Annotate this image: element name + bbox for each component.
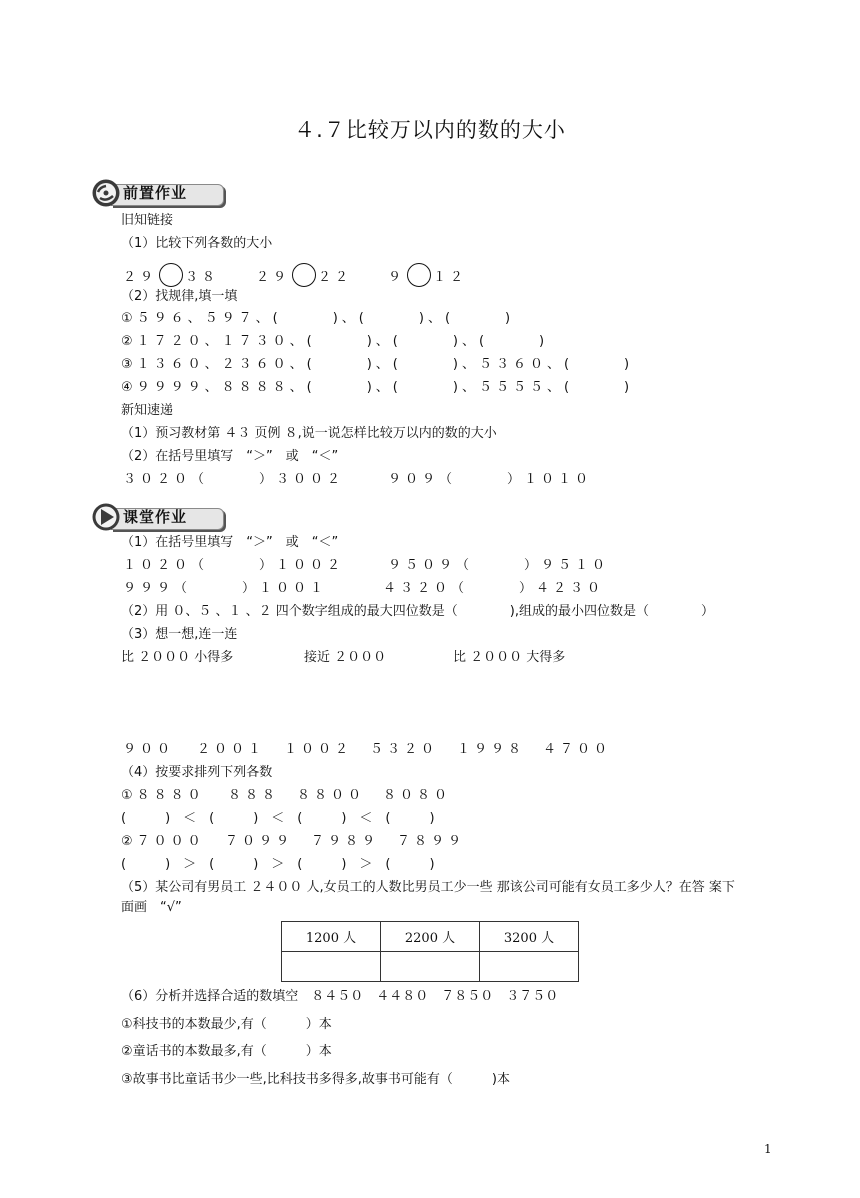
c6-item: ①科技书的本数最少,有（ ）本	[121, 1017, 332, 1032]
compare-circle[interactable]	[407, 263, 431, 287]
c5-text: （5）某公司有男员工 ２４００ 人,女员工的人数比男员工少一些 那该公司可能有女员工多少人？在答 案下	[121, 880, 735, 895]
page-number: 1	[764, 1142, 772, 1156]
page-title: ４.７比较万以内的数的大小	[294, 118, 566, 142]
q1-compare-3: ９ １２	[388, 263, 467, 287]
c3-target[interactable]: 比 ２０００ 小得多	[121, 650, 234, 665]
c4-number: ８８８	[228, 788, 280, 803]
q1-compare-1: ２９ ３８	[123, 263, 219, 287]
cd-disc-icon	[91, 178, 121, 208]
new-heading: 新知速递	[121, 403, 174, 418]
c6-item: ②童话书的本数最多,有（ ）本	[121, 1044, 332, 1059]
c4-number: ７８９９	[397, 834, 466, 849]
answer-mark-cell[interactable]	[282, 952, 381, 982]
q1-compare-2: ２９ ２２	[256, 263, 352, 287]
q2-label: （2）找规律,填一填	[121, 289, 238, 304]
c3-text: （3）想一想,连一连	[121, 627, 238, 642]
q2-line-3: ③１３６０、２３６０、( )、( )、５３６０、( )	[121, 357, 634, 372]
c3-target[interactable]: 比 ２０００ 大得多	[453, 650, 566, 665]
c4-number: ７０９９	[225, 834, 294, 849]
c3-number[interactable]: １００２	[284, 742, 353, 757]
c2-text: （2）用 ０、５ 、１ 、２ 四个数字组成的最大四位数是（ ),组成的最小四位数是（ ）	[121, 604, 715, 619]
c4-number: ①８８８０	[121, 788, 205, 803]
answer-option: 1200 人	[282, 922, 381, 952]
compare-circle[interactable]	[292, 263, 316, 287]
c4-text: （4）按要求排列下列各数	[121, 765, 273, 780]
compare-circle[interactable]	[159, 263, 183, 287]
n2-text: （2）在括号里填写 “＞” 或 “＜”	[121, 449, 339, 464]
n1-text: （1）预习教材第 ４３ 页例 ８,说一说怎样比较万以内的数的大小	[121, 426, 497, 441]
answer-option: 3200 人	[480, 922, 579, 952]
c3-number[interactable]: ９００	[123, 742, 175, 757]
c4-order-2: ( ) ＞ ( ) ＞ ( ) ＞ ( )	[121, 857, 435, 872]
banner-label: 课堂作业	[123, 508, 188, 526]
q2-line-4: ④９９９９、８８８８、( )、( )、５５５５、( )	[121, 380, 634, 395]
c1-item: ９９９（ ）１００１	[123, 581, 328, 596]
c4-number: ②７０００	[121, 834, 205, 849]
c1-item: １０２０（ ）１００２	[123, 558, 345, 573]
n2-item-1: ３０２０（ ）３００２	[123, 472, 345, 487]
answer-table	[281, 921, 579, 982]
c5-text-cont: 面画 “√”	[121, 900, 182, 915]
q2-line-2: ②１７２０、１７３０、( )、( )、( )	[121, 334, 549, 349]
c3-number[interactable]: ４７００	[543, 742, 612, 757]
q1-label: （1）比较下列各数的大小	[121, 236, 273, 251]
c4-number: ８８００	[297, 788, 366, 803]
c6-item: ③故事书比童话书少一些,比科技书多得多,故事书可能有（ )本	[121, 1072, 510, 1087]
c4-number: ８０８０	[383, 788, 452, 803]
c3-number[interactable]: ５３２０	[370, 742, 439, 757]
n2-item-2: ９０９（ ）１０１０	[388, 472, 593, 487]
c4-order-1: ( ) ＜ ( ) ＜ ( ) ＜ ( )	[121, 811, 435, 826]
c6-text: （6）分析并选择合适的数填空 ８４５０ ４４８０ ７８５０ ３７５０	[121, 989, 559, 1004]
c1-item: ９５０９（ ）９５１０	[388, 558, 610, 573]
review-heading: 旧知链接	[121, 213, 174, 228]
c1-item: ４３２０（ ）４２３０	[383, 581, 605, 596]
answer-option: 2200 人	[381, 922, 480, 952]
q2-line-1: ①５９６、５９７、( )、( )、( )	[121, 311, 515, 326]
c3-number[interactable]: １９９８	[457, 742, 526, 757]
banner-label: 前置作业	[123, 184, 188, 202]
answer-mark-cell[interactable]	[381, 952, 480, 982]
play-arrow-icon	[91, 502, 121, 532]
c3-number[interactable]: ２００１	[197, 742, 266, 757]
c1-text: （1）在括号里填写 “＞” 或 “＜”	[121, 535, 339, 550]
answer-mark-cell[interactable]	[480, 952, 579, 982]
c4-number: ７９８９	[311, 834, 380, 849]
c3-target[interactable]: 接近 ２０００	[304, 650, 387, 665]
